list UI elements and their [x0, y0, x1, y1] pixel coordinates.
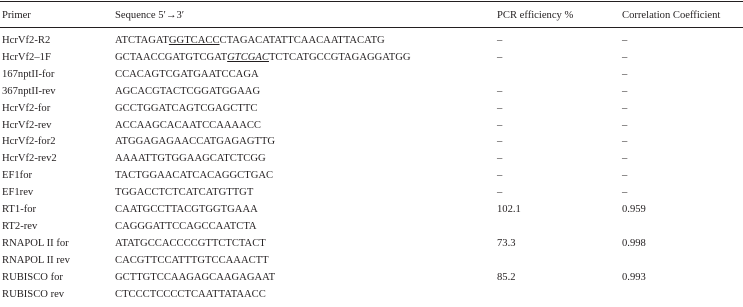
- primer-name: RT2-rev: [2, 221, 38, 232]
- sequence: [115, 119, 261, 133]
- sequence: [115, 51, 411, 65]
- sequence-segment: CTCCCTCCCCTCAATTATAACC: [115, 289, 266, 300]
- sequence-segment: CAATGCCTTACGTGGTGAAA: [115, 204, 258, 215]
- sequence: [115, 68, 259, 82]
- header-rule: [0, 27, 743, 28]
- sequence-segment: AGCACGTACTCGGATGGAAG: [115, 86, 261, 97]
- sequence-segment: GCTTGTCCAAGAGCAAGAGAAT: [115, 272, 276, 283]
- sequence: [115, 135, 275, 149]
- correlation-coefficient: –: [622, 52, 628, 63]
- sequence: [115, 271, 275, 285]
- primer-name: RUBISCO for: [2, 272, 63, 283]
- pcr-efficiency: 85.2: [497, 272, 516, 283]
- primer-name: HcrVf2-for2: [2, 136, 56, 147]
- pcr-efficiency: –: [497, 120, 503, 131]
- sequence-segment: ATATGCCACCCCGTTCTCTACT: [115, 238, 266, 249]
- correlation-coefficient: –: [622, 69, 628, 80]
- sequence-segment: GCTAACCGATGTCGAT: [115, 52, 228, 63]
- sequence: [115, 152, 266, 166]
- correlation-coefficient: 0.993: [622, 272, 646, 283]
- correlation-coefficient: –: [622, 136, 628, 147]
- sequence-segment: ATGGAGAGAACCATGAGAGTTG: [115, 136, 276, 147]
- pcr-efficiency: –: [497, 187, 503, 198]
- header-pcr-efficiency: PCR efficiency %: [497, 10, 574, 21]
- header-sequence: Sequence 5′→3′: [115, 10, 185, 21]
- sequence-segment: GCCTGGATCAGTCGAGCTTC: [115, 103, 258, 114]
- sequence: [115, 102, 257, 116]
- primer-name: HcrVf2–1F: [2, 52, 51, 63]
- sequence-segment: ACCAAGCACAATCCAAAACC: [115, 120, 261, 131]
- sequence: [115, 288, 266, 302]
- sequence-segment: CAGGGATTCCAGCCAATCTA: [115, 221, 257, 232]
- correlation-coefficient: –: [622, 187, 628, 198]
- sequence-segment: TGGACCTCTCATCATGTTGT: [115, 187, 254, 198]
- primer-name: HcrVf2-rev: [2, 120, 52, 131]
- primer-name: RNAPOL II rev: [2, 255, 70, 266]
- sequence: [115, 34, 385, 48]
- sequence-segment: CCACAGTCGATGAATCCAGA: [115, 69, 259, 80]
- correlation-coefficient: –: [622, 86, 628, 97]
- primer-name: HcrVf2-rev2: [2, 153, 57, 164]
- primer-name: 167nptII-for: [2, 69, 55, 80]
- pcr-efficiency: –: [497, 35, 503, 46]
- pcr-efficiency: –: [497, 136, 503, 147]
- correlation-coefficient: –: [622, 120, 628, 131]
- sequence: [115, 169, 273, 183]
- sequence-segment: TACTGGAACATCACAGGCTGAC: [115, 170, 274, 181]
- correlation-coefficient: –: [622, 35, 628, 46]
- header-primer: Primer: [2, 10, 31, 21]
- sequence: [115, 203, 258, 217]
- pcr-efficiency: 102.1: [497, 204, 521, 215]
- sequence: [115, 85, 260, 99]
- sequence: [115, 220, 257, 234]
- primer-name: RUBISCO rev: [2, 289, 65, 300]
- primer-name: RT1-for: [2, 204, 37, 215]
- primer-name: 367nptII-rev: [2, 86, 56, 97]
- restriction-site: GGTCACC: [168, 35, 220, 46]
- sequence-segment: TCTCATGCCGTAGAGGATGG: [268, 52, 411, 63]
- primer-name: EF1for: [2, 170, 33, 181]
- header-correlation-coefficient: Correlation Coefficient: [622, 10, 721, 21]
- primer-name: HcrVf2-R2: [2, 35, 51, 46]
- correlation-coefficient: –: [622, 170, 628, 181]
- primer-name: EF1rev: [2, 187, 34, 198]
- primer-name: RNAPOL II for: [2, 238, 69, 249]
- correlation-coefficient: 0.998: [622, 238, 646, 249]
- sequence-segment: ATCTAGAT: [115, 35, 169, 46]
- pcr-efficiency: –: [497, 86, 503, 97]
- sequence: [115, 254, 269, 268]
- correlation-coefficient: –: [622, 153, 628, 164]
- restriction-site: GTCGAC: [227, 52, 269, 63]
- correlation-coefficient: –: [622, 103, 628, 114]
- pcr-efficiency: –: [497, 170, 503, 181]
- sequence-segment: AAAATTGTGGAAGCATCTCGG: [115, 153, 266, 164]
- sequence: [115, 237, 266, 251]
- primer-name: HcrVf2-for: [2, 103, 51, 114]
- table-top-rule: [0, 1, 743, 2]
- pcr-efficiency: –: [497, 103, 503, 114]
- pcr-efficiency: 73.3: [497, 238, 516, 249]
- sequence-segment: CACGTTCCATTTGTCCAAACTT: [115, 255, 269, 266]
- sequence-segment: CTAGACATATTCAACAATTACATG: [219, 35, 385, 46]
- correlation-coefficient: 0.959: [622, 204, 646, 215]
- pcr-efficiency: –: [497, 52, 503, 63]
- sequence: [115, 186, 253, 200]
- pcr-efficiency: –: [497, 153, 503, 164]
